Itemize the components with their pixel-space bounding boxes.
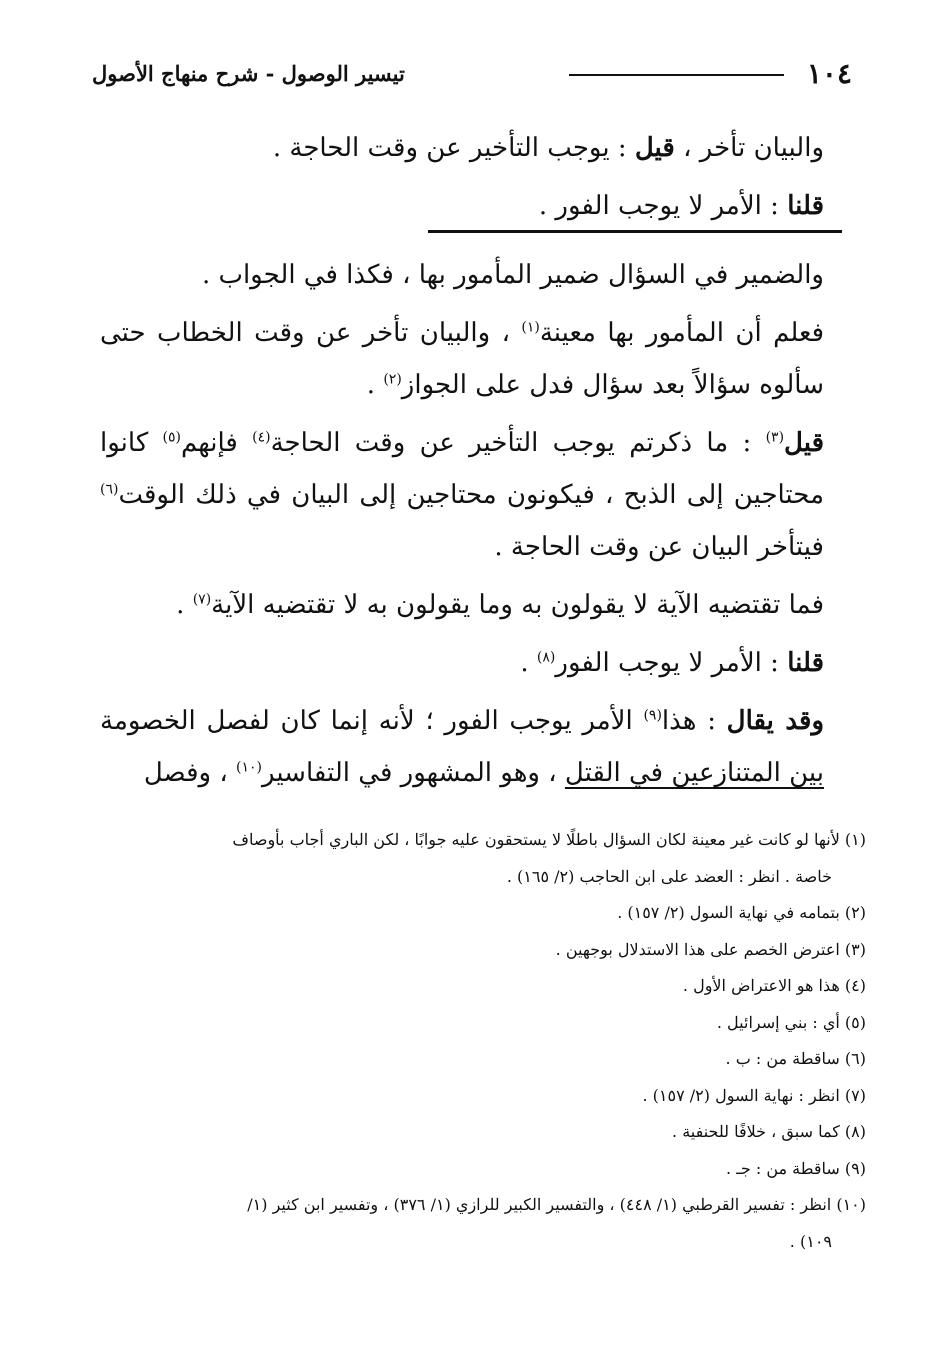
footnote-ref[interactable]: (٤): [252, 429, 271, 446]
footnote-ref[interactable]: (٨): [536, 649, 556, 666]
paragraph-5: قيل$^{(٣)}$ : ما ذكرتم يوجب التأخير عن وقت الحاجة$^{(٤)}$ فإنهم$^{(٥)}$ كانوا محتاجين إلى الذبح ، فيكونون محتاجين إلى البيان في ذلك الوقت$^{(٦)}$ فيتأخر البيان عن وقت الحاجة .: [100, 428, 824, 562]
main-text: [100, 122, 864, 805]
footnote-ref[interactable]: (٢): [383, 371, 402, 388]
header-rule: [569, 74, 784, 76]
page-number: ١٠٤: [806, 57, 852, 90]
footnote-10: (١٠) انظر : تفسير القرطبي (١/ ٤٤٨) ، والتفسير الكبير للرازي (١/ ٣٧٦) ، وتفسير ابن كثير (١/: [247, 1195, 866, 1214]
footnote-ref[interactable]: (٣): [765, 429, 785, 446]
footnote-ref[interactable]: (١): [521, 319, 540, 336]
term-qila: قيل: [634, 133, 675, 163]
paragraph-6: فما تقتضيه الآية لا يقولون به وما يقولون به لا تقتضيه الآية$^{(٧)}$ .: [176, 590, 824, 620]
footnote-1: (١) لأنها لو كانت غير معينة لكان السؤال باطلًا لا يستحقون عليه جوابًا ، لكن الباري أجاب بأوصاف: [232, 830, 866, 849]
paragraph-4: فعلم أن المأمور بها معينة$^{(١)}$ ، والبيان تأخر عن وقت الخطاب حتى سألوه سؤالاً بعد سؤال فدل على الجواز$^{(٢)}$ .: [100, 318, 824, 400]
footnote-9: (٩) ساقطة من : جـ .: [726, 1158, 866, 1178]
paragraph-2: قلنا : الأمر لا يوجب الفور .: [538, 191, 824, 221]
term-qulna: قلنا: [787, 648, 824, 678]
paragraph-3: والضمير في السؤال ضمير المأمور بها ، فكذا في الجواب .: [201, 260, 824, 290]
footnote-ref[interactable]: (٥): [162, 429, 181, 446]
footnote-4: (٤) هذا هو الاعتراض الأول .: [682, 976, 866, 995]
footnote-3: (٣) اعترض الخصم على هذا الاستدلال بوجهين .: [555, 939, 866, 959]
footnote-10-cont: ١٠٩) .: [789, 1231, 832, 1251]
footnote-1-cont: خاصة . انظر : العضد على ابن الحاجب (٢/ ١٦٥) .: [506, 866, 832, 886]
footnote-ref[interactable]: (٦): [100, 481, 119, 498]
footnotes: [100, 822, 866, 1260]
footnote-8: (٨) كما سبق ، خلافًا للحنفية .: [672, 1122, 866, 1141]
footnote-ref[interactable]: (٧): [192, 591, 212, 608]
footnote-6: (٦) ساقطة من : ب .: [725, 1049, 866, 1068]
footnote-ref[interactable]: (١٠): [236, 759, 262, 776]
paragraph-7: قلنا : الأمر لا يوجب الفور$^{(٨)}$ .: [520, 648, 824, 678]
term-qila: قيل: [784, 428, 824, 458]
paragraph-8: وقد يقال : هذا$^{(٩)}$ الأمر يوجب الفور ؛ لأنه إنما كان لفصل الخصومة بين المتنازعين في القتل ، وهو المشهور في التفاسير$^{(١٠)}$ ، وفصل: [100, 706, 825, 788]
footnote-5: (٥) أي : بني إسرائيل .: [716, 1012, 866, 1032]
footnote-7: (٧) انظر : نهاية السول (٢/ ١٥٧) .: [642, 1085, 866, 1105]
running-title: تيسير الوصول - شرح منهاج الأصول: [92, 61, 405, 86]
underlined-phrase: بين المتنازعين في القتل: [564, 758, 824, 788]
paragraph-1: والبيان تأخر ، قيل : يوجب التأخير عن وقت الحاجة .: [272, 133, 824, 163]
term-wa-qad-yuqal: وقد يقال: [726, 706, 825, 736]
footnote-2: (٢) بتمامه في نهاية السول (٢/ ١٥٧) .: [617, 903, 866, 922]
footnote-ref[interactable]: (٩): [643, 707, 662, 724]
term-qulna: قلنا: [787, 191, 824, 221]
running-header: [92, 54, 852, 94]
